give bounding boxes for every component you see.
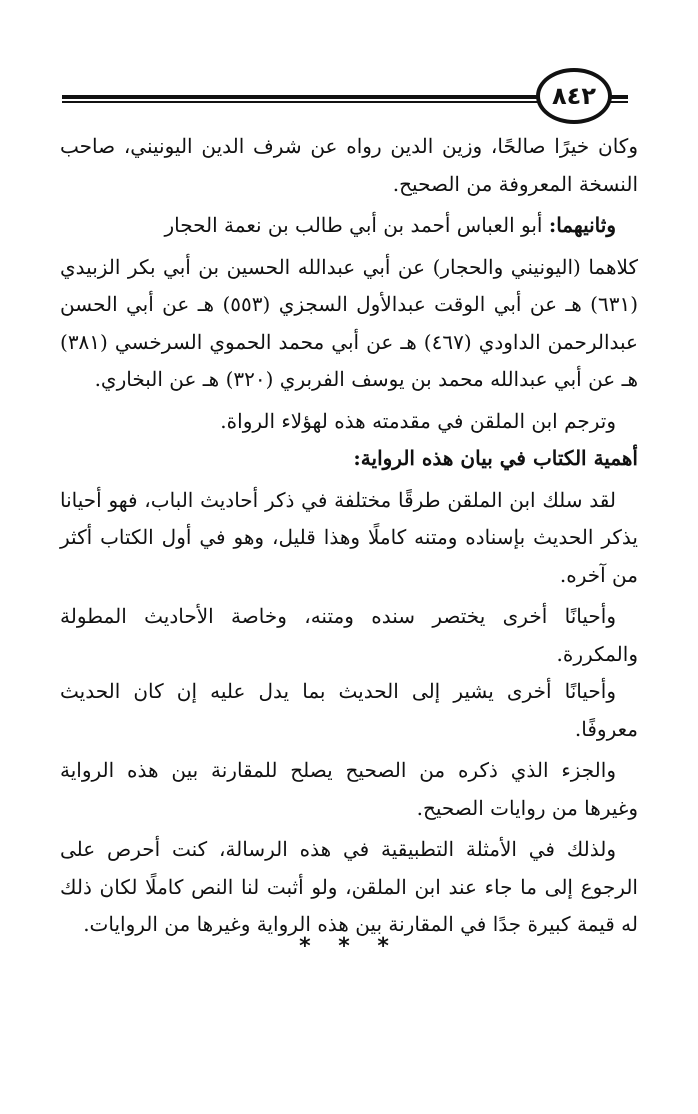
paragraph-2 [60,207,638,245]
paragraph-4: وترجم ابن الملقن في مقدمته هذه لهؤلاء الرواة. [220,408,616,433]
paragraph-8: والجزء الذي ذكره من الصحيح يصلح للمقارنة بين هذه الرواية وغيرها من روايات الصحيح. [60,758,638,820]
paragraph-7: وأحيانًا أخرى يشير إلى الحديث بما يدل عليه إن كان الحديث معروفًا. [60,679,638,741]
paragraph-2-text: أبو العباس أحمد بن أبي طالب بن نعمة الحجار [164,213,549,237]
paragraph-9: ولذلك في الأمثلة التطبيقية في هذه الرسالة، كنت أحرص على الرجوع إلى ما جاء عند ابن الملقن، ولو أثبت لنا النص كاملًا لكان ذلك له قيمة كبيرة جدًا في المقارنة بين هذه الرواية وغيرها من الروايات. [60,837,638,936]
section-separator-stars: * * * [299,934,399,959]
paragraph-6: وأحيانًا أخرى يختصر سنده ومتنه، وخاصة الأحاديث المطولة والمكررة. [60,604,638,666]
paragraph-2-label: وثانيهما: [548,213,616,237]
page-body [60,128,638,944]
page-number-badge [536,68,612,124]
page-number: ٨٤٢ [552,82,596,110]
paragraph-1: وكان خيرًا صالحًا، وزين الدين رواه عن شرف الدين اليونيني، صاحب النسخة المعروفة من الصحيح. [60,134,638,196]
paragraph-3: كلاهما (اليونيني والحجار) عن أبي عبدالله الحسين بن أبي بكر الزبيدي (٦٣١) هـ عن أبي الوقت عبدالأول السجزي (٥٥٣) هـ عن أبي الحسن عبدالرحمن الداودي (٤٦٧) هـ عن أبي محمد الحموي السرخسي (٣٨١) هـ عن أبي عبدالله محمد بن يوسف الفربري (٣٢٠) هـ عن البخاري. [60,254,639,391]
section-heading: أهمية الكتاب في بيان هذه الرواية: [353,446,638,470]
paragraph-5: لقد سلك ابن الملقن طرقًا مختلفة في ذكر أحاديث الباب، فهو أحيانا يذكر الحديث بإسناده ومتنه كاملًا وهذا قليل، وهو في أول الكتاب أكثر من آخره. [60,487,638,587]
page-header [62,68,628,130]
